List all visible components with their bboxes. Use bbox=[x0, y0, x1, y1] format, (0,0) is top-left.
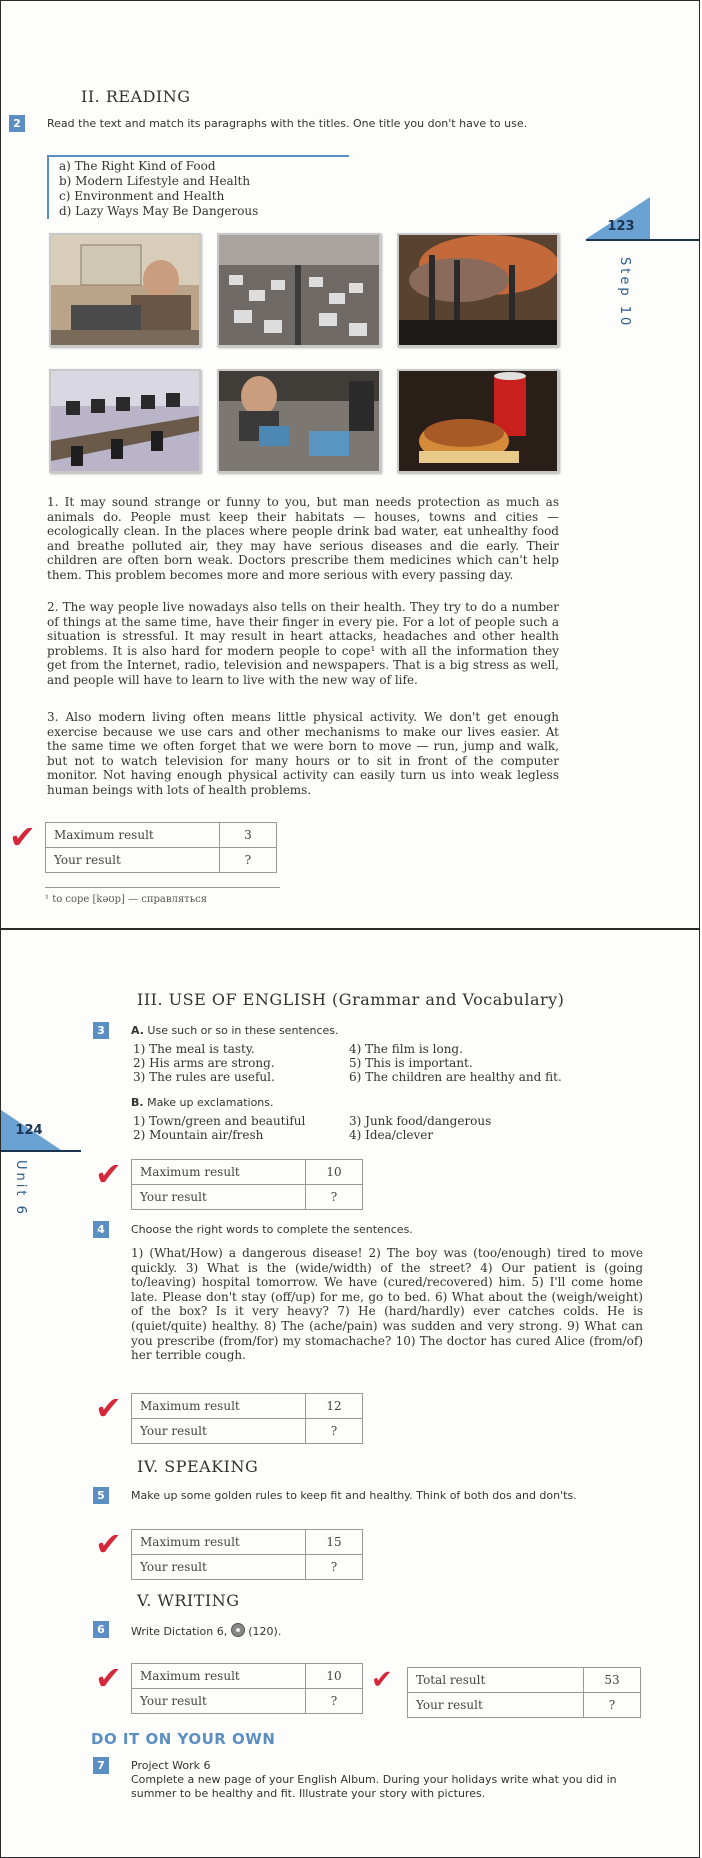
exercise-number-badge: 4 bbox=[93, 1221, 109, 1238]
page-number-underline bbox=[586, 239, 700, 241]
textbook-page-124 bbox=[0, 929, 700, 1858]
part-b-instruction: Make up exclamations. bbox=[147, 1096, 274, 1109]
checkmark-icon: ✔ bbox=[95, 1389, 122, 1427]
part-b-letter: B. bbox=[131, 1096, 144, 1109]
your-result-value: ? bbox=[584, 1693, 641, 1718]
list-item: 4) Idea/clever bbox=[349, 1128, 434, 1142]
max-result-value: 15 bbox=[306, 1530, 363, 1555]
your-result-value: ? bbox=[306, 1419, 363, 1444]
exercise-instruction bbox=[131, 1623, 281, 1639]
result-table bbox=[131, 1393, 363, 1444]
max-result-label: Maximum result bbox=[132, 1160, 306, 1185]
your-result-label: Your result bbox=[132, 1555, 306, 1580]
part-b-heading bbox=[131, 1096, 274, 1110]
max-result-value: 10 bbox=[306, 1160, 363, 1185]
total-result-value: 53 bbox=[584, 1668, 641, 1693]
part-a-letter: A. bbox=[131, 1024, 144, 1037]
part-a-items-left bbox=[133, 1042, 275, 1084]
reading-paragraph-1: 1. It may sound strange or funny to you, but man needs protection as much as animals do. People must keep their habitats — houses, towns and cities — ecologically clean. In the places where people drink bad water, eat unhealthy food and breathe polluted air, they may have serious diseases and die early. Their children are often born weak. Doctors prescribe them medicines which can't help them. This problem becomes more and more serious with every passing day. bbox=[47, 495, 559, 582]
list-item: 1) The meal is tasty. bbox=[133, 1042, 255, 1056]
section-title-reading: II. READING bbox=[81, 87, 191, 106]
section-title-speaking: IV. SPEAKING bbox=[137, 1457, 259, 1476]
do-it-on-your-own-heading: DO IT ON YOUR OWN bbox=[91, 1730, 276, 1748]
step-label: Step 10 bbox=[617, 257, 632, 329]
project-title: Project Work 6 bbox=[131, 1759, 211, 1772]
result-table bbox=[131, 1529, 363, 1580]
exercise-instruction: Complete a new page of your English Album. During your holidays write what you did in summer to be healthy and fit. Illustrate your story with pictures. bbox=[131, 1773, 617, 1800]
titles-list bbox=[47, 155, 349, 219]
computer-user-photo bbox=[49, 233, 201, 347]
part-a-items-right bbox=[349, 1042, 562, 1084]
exercise-instruction: Make up some golden rules to keep fit and healthy. Think of both dos and don'ts. bbox=[131, 1489, 577, 1502]
your-result-value: ? bbox=[306, 1555, 363, 1580]
your-result-label: Your result bbox=[46, 848, 220, 873]
section-title-use-of-english: III. USE OF ENGLISH (Grammar and Vocabulary) bbox=[137, 990, 565, 1009]
title-option: c) Environment and Health bbox=[59, 189, 225, 203]
checkmark-icon: ✔ bbox=[371, 1665, 393, 1695]
result-table bbox=[131, 1663, 363, 1714]
checkmark-icon: ✔ bbox=[95, 1525, 122, 1563]
list-item: 5) This is important. bbox=[349, 1056, 473, 1070]
exercise-number-badge: 5 bbox=[93, 1487, 109, 1504]
your-result-value: ? bbox=[306, 1185, 363, 1210]
list-item: 6) The children are healthy and fit. bbox=[349, 1070, 562, 1084]
footnote: ¹ to cope [kəʊp] — справляться bbox=[45, 894, 208, 905]
your-result-label: Your result bbox=[408, 1693, 584, 1718]
exercise-number-badge: 2 bbox=[9, 115, 25, 132]
title-option: a) The Right Kind of Food bbox=[59, 159, 216, 173]
total-result-label: Total result bbox=[408, 1668, 584, 1693]
part-b-items-left bbox=[133, 1114, 305, 1142]
exercise-instruction: Read the text and match its paragraphs with the titles. One title you don't have to use. bbox=[47, 117, 528, 130]
max-result-value: 12 bbox=[306, 1394, 363, 1419]
exercise-number-badge: 3 bbox=[93, 1022, 109, 1039]
list-item: 2) His arms are strong. bbox=[133, 1056, 275, 1070]
checkmark-icon: ✔ bbox=[95, 1659, 122, 1697]
max-result-label: Maximum result bbox=[132, 1664, 306, 1689]
your-result-value: ? bbox=[306, 1689, 363, 1714]
result-table bbox=[45, 822, 277, 873]
exercise-instruction: Choose the right words to complete the sentences. bbox=[131, 1223, 413, 1236]
title-option: b) Modern Lifestyle and Health bbox=[59, 174, 251, 188]
footnote-divider bbox=[45, 887, 280, 888]
list-item: 4) The film is long. bbox=[349, 1042, 463, 1056]
exercise-4-text: 1) (What/How) a dangerous disease! 2) The boy was (too/enough) tired to move quickly. 3) What is the (wide/width) of the street? 4) Our patient is (going to/leaving) hospital tomorrow. We have (cured/recovered) him. 5) I'll come home late. Please don't stay (off/up) for me, go to bed. 6) What about the (weigh/weight) of the box? Is it very heavy? 7) He (hard/hardly) ever catches colds. He is (quiet/quite) healthy. 8) The (ache/pain) was sudden and very strong. 9) What can you prescribe (from/for) my stomachache? 10) The doctor has cured Alice (from/of) her terrible cough. bbox=[131, 1246, 643, 1363]
audio-cd-icon[interactable] bbox=[231, 1623, 245, 1637]
reading-paragraph-3: 3. Also modern living often means little physical activity. We don't get enough exercise because we use cars and other mechanisms to make our lives easier. At the same time we often forget that we were born to move — run, jump and walk, but not to watch television for many hours or to sit in front of the computer monitor. Not having enough physical activity can easily turn us into weak legless human beings with lots of health problems. bbox=[47, 710, 559, 797]
page-number: 124 bbox=[15, 1123, 43, 1138]
checkmark-icon: ✔ bbox=[95, 1155, 122, 1193]
max-result-value: 3 bbox=[220, 823, 277, 848]
section-title-writing: V. WRITING bbox=[137, 1591, 240, 1610]
part-a-heading bbox=[131, 1024, 339, 1038]
textbook-page-123 bbox=[0, 0, 700, 929]
list-item: 2) Mountain air/fresh bbox=[133, 1128, 264, 1142]
total-result-table bbox=[407, 1667, 641, 1718]
traffic-jam-photo bbox=[217, 233, 381, 347]
unit-label: Unit 6 bbox=[13, 1160, 28, 1217]
result-table bbox=[131, 1159, 363, 1210]
list-item: 1) Town/green and beautiful bbox=[133, 1114, 306, 1128]
page-number-underline bbox=[1, 1150, 81, 1152]
tablet-users-photo bbox=[217, 369, 381, 473]
dictation-instruction: Write Dictation 6, bbox=[131, 1625, 228, 1638]
max-result-label: Maximum result bbox=[132, 1394, 306, 1419]
exercise-number-badge: 7 bbox=[93, 1757, 109, 1774]
checkmark-icon: ✔ bbox=[9, 818, 36, 856]
part-b-items-right bbox=[349, 1114, 491, 1142]
fast-food-photo bbox=[397, 369, 559, 473]
list-item: 3) Junk food/dangerous bbox=[349, 1114, 492, 1128]
your-result-label: Your result bbox=[132, 1689, 306, 1714]
your-result-label: Your result bbox=[132, 1185, 306, 1210]
max-result-value: 10 bbox=[306, 1664, 363, 1689]
page-number: 123 bbox=[607, 219, 635, 234]
your-result-label: Your result bbox=[132, 1419, 306, 1444]
audio-track-number: (120). bbox=[248, 1625, 282, 1638]
factory-smoke-photo bbox=[397, 233, 559, 347]
office-computers-photo bbox=[49, 369, 201, 473]
max-result-label: Maximum result bbox=[132, 1530, 306, 1555]
part-a-instruction: Use such or so in these sentences. bbox=[147, 1024, 339, 1037]
list-item: 3) The rules are useful. bbox=[133, 1070, 275, 1084]
exercise-number-badge: 6 bbox=[93, 1621, 109, 1638]
title-option: d) Lazy Ways May Be Dangerous bbox=[59, 204, 259, 218]
reading-paragraph-2: 2. The way people live nowadays also tells on their health. They try to do a number of things at the same time, have their finger in every pie. For a lot of people such a situation is stressful. It may result in heart attacks, headaches and other health problems. It is also hard for modern people to cope¹ with all the information they get from the Internet, radio, television and newspapers. That is a big stress as well, and people will have to learn to live with the new way of life. bbox=[47, 600, 559, 687]
your-result-value: ? bbox=[220, 848, 277, 873]
max-result-label: Maximum result bbox=[46, 823, 220, 848]
